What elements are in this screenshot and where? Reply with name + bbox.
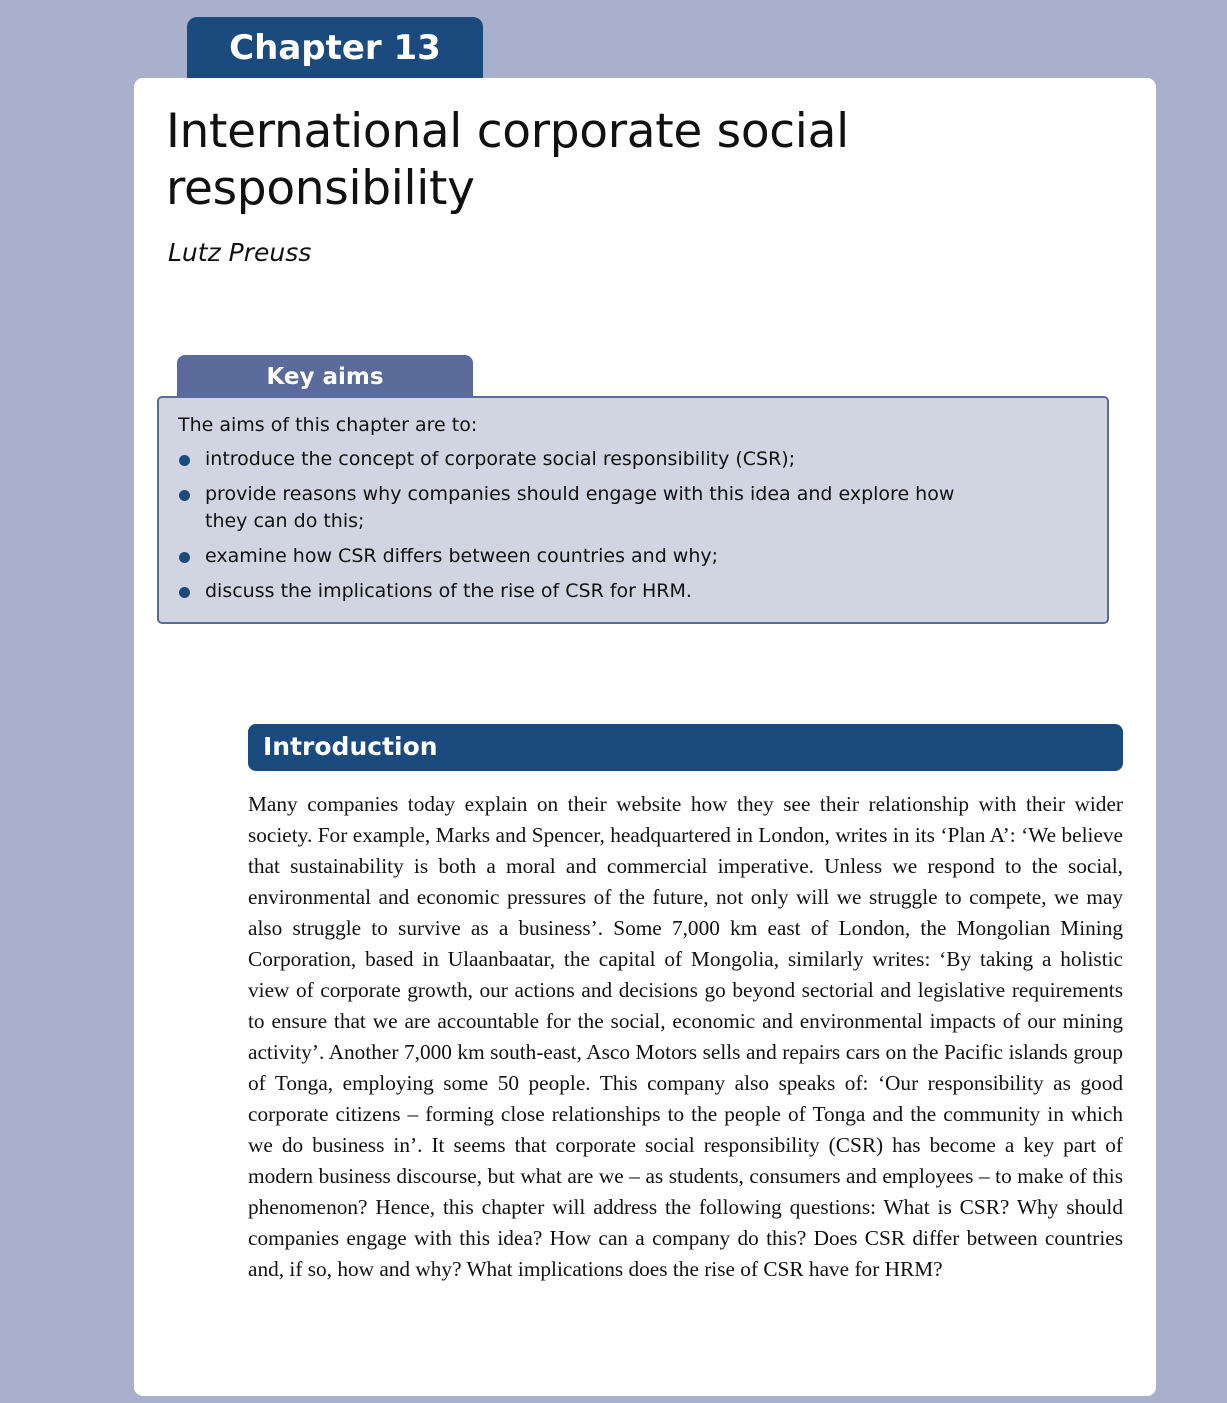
key-aims-item bbox=[178, 543, 968, 570]
bullet-icon bbox=[179, 490, 190, 501]
key-aims-list bbox=[178, 446, 968, 613]
chapter-title: International corporate social responsibility bbox=[166, 104, 849, 216]
key-aims-item-text: introduce the concept of corporate social responsibility (CSR); bbox=[205, 448, 796, 470]
key-aims-item bbox=[178, 578, 968, 605]
key-aims-item-text: discuss the implications of the rise of CSR for HRM. bbox=[205, 580, 692, 602]
chapter-tab: Chapter 13 bbox=[187, 17, 483, 81]
bullet-icon bbox=[179, 587, 190, 598]
introduction-body: Many companies today explain on their website how they see their relationship with their wider society. For example, Marks and Spencer, headquartered in London, writes in its ‘Plan A’: ‘We believe that sustainability is both a moral and commercial imperative. Unless we respond to the social, environmental and economic pressures of the future, not only will we struggle to compete, we may also struggle to survive as a business’. Some 7,000 km east of London, the Mongolian Mining Corporation, based in Ulaanbaatar, the capital of Mongolia, similarly writes: ‘By taking a holistic view of corporate growth, our actions and decisions go beyond sectorial and legislative requirements to ensure that we are accountable for the social, economic and environmental impacts of our mining activity’. Another 7,000 km south-east, Asco Motors sells and repairs cars on the Pacific islands group of Tonga, employing some 50 people. This company also speaks of: ‘Our responsibility as good corporate citizens – forming close relationships to the people of Tonga and the community in which we do business in’. It seems that corporate social responsibility (CSR) has become a key part of modern business discourse, but what are we – as students, consumers and employees – to make of this phenomenon? Hence, this chapter will address the following questions: What is CSR? Why should companies engage with this idea? How can a company do this? Does CSR differ between countries and, if so, how and why? What implications does the rise of CSR have for HRM? bbox=[248, 792, 1123, 1281]
introduction-heading: Introduction bbox=[248, 724, 1123, 771]
key-aims-item-text: examine how CSR differs between countries and why; bbox=[205, 545, 719, 567]
key-aims-heading: Key aims bbox=[177, 355, 473, 399]
key-aims-intro: The aims of this chapter are to: bbox=[178, 414, 478, 436]
key-aims-item bbox=[178, 446, 968, 473]
key-aims-item bbox=[178, 481, 968, 535]
bullet-icon bbox=[179, 552, 190, 563]
bullet-icon bbox=[179, 455, 190, 466]
key-aims-item-text: provide reasons why companies should engage with this idea and explore how they can do this; bbox=[205, 483, 955, 532]
author-name: Lutz Preuss bbox=[168, 238, 312, 267]
